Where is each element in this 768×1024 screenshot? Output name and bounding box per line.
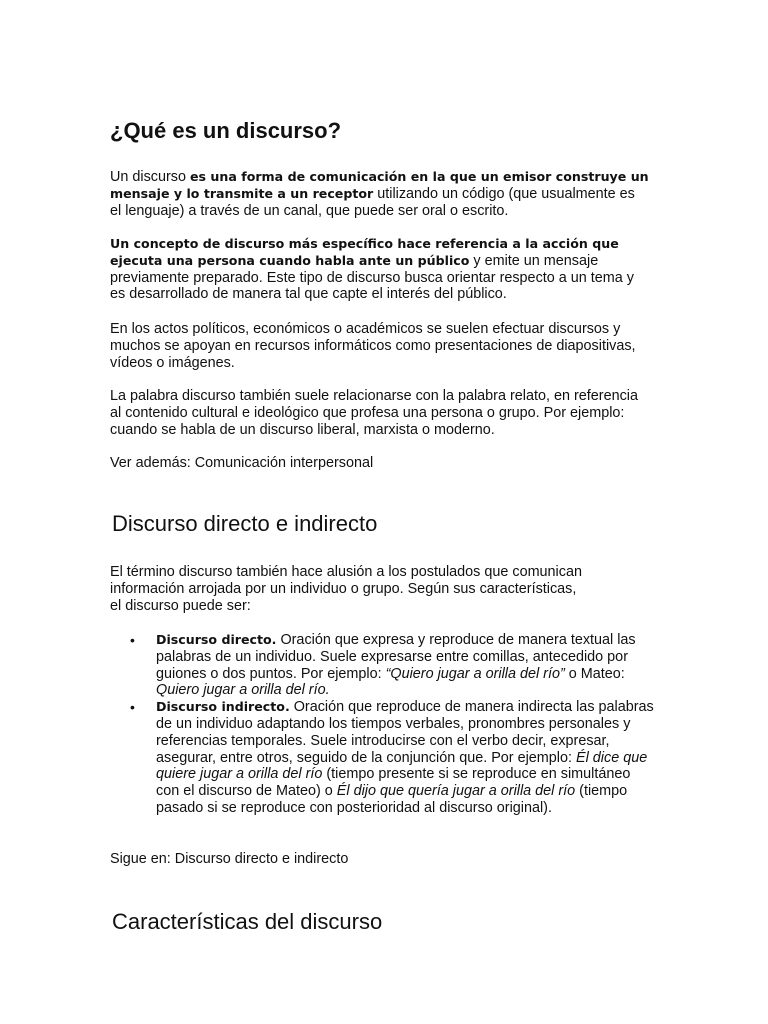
text: Oración que expresa y reproduce de manera textual las palabras de un individuo. Suele expresarse entre comillas, antecedido por guiones o dos puntos. Por ejemplo: <box>156 632 636 682</box>
term: Discurso directo. <box>156 632 277 647</box>
see-also-link[interactable] <box>110 455 650 472</box>
text: y emite un mensaje previamente preparado. Este tipo de discurso busca orientar respecto a un tema y es desarrollado de manera tal que capte el interés del público. <box>110 252 634 303</box>
bullet-list-types <box>110 632 655 817</box>
bullet-icon: • <box>130 699 135 716</box>
heading-que-es-un-discurso: ¿Qué es un discurso? <box>110 118 342 143</box>
text: o Mateo: <box>564 665 625 682</box>
continue-link[interactable] <box>110 851 650 868</box>
heading-caracteristicas: Características del discurso <box>112 909 383 934</box>
text: Un discurso <box>110 169 190 185</box>
list-item-discurso-directo <box>110 632 655 699</box>
italic-example: Él dice que quiere jugar a orilla del río <box>156 749 648 783</box>
text: Oración que reproduce de manera indirecta las palabras de un individuo adaptando los tiempos verbales, pronombres personales y referencias temporales. Suele introducirse con el verbo decir, expresar, asegurar, entre otros, seguido de la conjunción que. Por ejemplo: <box>156 699 654 766</box>
text: utilizando un código (que usualmente es el lenguaje) a través de un canal, que puede ser oral o escrito. <box>110 185 635 219</box>
heading-discurso-directo-indirecto: Discurso directo e indirecto <box>112 511 378 536</box>
text[interactable]: Sigue en: Discurso directo e indirecto <box>110 851 349 867</box>
paragraph-political-acts <box>110 321 650 371</box>
text: En los actos políticos, económicos o académicos se suelen efectuar discursos y muchos se apoyan en recursos informáticos como presentaciones de diapositivas, vídeos o imágenes. <box>110 321 636 371</box>
paragraph-specific-concept <box>110 236 650 303</box>
italic-example: Él dijo que quería jugar a orilla del río <box>336 783 576 800</box>
paragraph-intro-types <box>110 564 590 614</box>
bold-text: es una forma de comunicación en la que un emisor construye un mensaje y lo transmite a un receptor <box>110 169 649 201</box>
text: La palabra discurso también suele relacionarse con la palabra relato, en referencia al contenido cultural e ideológico que profesa una persona o grupo. Por ejemplo: cuando se habla de un discurso liberal, marxista o moderno. <box>110 388 638 438</box>
text[interactable]: Ver además: Comunicación interpersonal <box>110 455 374 471</box>
italic-example: “Quiero jugar a orilla del río” <box>385 665 565 682</box>
paragraph-definition <box>110 169 650 219</box>
list-item-discurso-indirecto <box>110 699 655 817</box>
text: (tiempo pasado si se reproduce con posterioridad al discurso original). <box>156 783 628 816</box>
bullet-icon: • <box>130 632 135 648</box>
italic-example: Quiero jugar a orilla del río. <box>156 682 330 699</box>
term: Discurso indirecto. <box>156 699 290 715</box>
text: (tiempo presente si se reproduce en simultáneo con el discurso de Mateo) o <box>156 766 631 800</box>
bold-text: Un concepto de discurso más específico hace referencia a la acción que ejecuta una persona cuando habla ante un público <box>110 236 619 268</box>
paragraph-relato <box>110 388 650 438</box>
text: El término discurso también hace alusión a los postulados que comunican información arrojada por un individuo o grupo. Según sus características, el discurso puede ser: <box>110 564 582 614</box>
